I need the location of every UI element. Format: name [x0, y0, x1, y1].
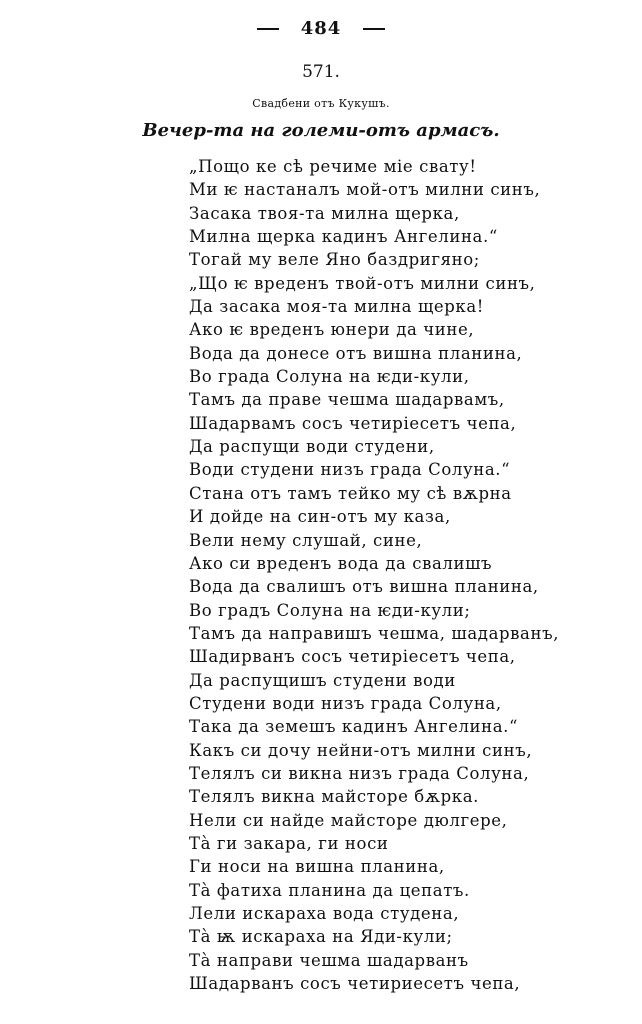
poem-line: Студени води низъ града Солуна,: [189, 693, 502, 713]
poem-line: Води студени низъ града Солуна.“: [189, 460, 511, 480]
poem-line: Да распущишъ студени води: [189, 670, 456, 690]
poem-line: „Пощо ке сѣ речиме міе свату!: [189, 157, 477, 176]
poem-line: Тà ги закара, ги носи: [189, 833, 389, 853]
song-source: Свадбени отъ Кукушъ.: [252, 97, 390, 110]
poem-line: Тà фатиха планина да цепатъ.: [189, 880, 470, 900]
page-number: 484: [300, 18, 342, 39]
poem-line: И дойде на син-отъ му каза,: [189, 507, 451, 527]
poem-line: Стана отъ тамъ тейко му сѣ вѫрна: [189, 483, 512, 503]
poem-line: Ако си вреденъ вода да свалишъ: [189, 553, 493, 573]
poem-line: Во града Солуна на ѥди-кули,: [189, 367, 470, 387]
poem-line: Тамъ да направишъ чешма, шадарванъ,: [189, 623, 560, 643]
poem-line: Ми ѥ настаналъ мой-отъ милни синъ,: [189, 180, 541, 200]
poem-line: Тà ѭ искараха на Яди-кули;: [189, 927, 453, 947]
poem-line: Да распущи води студени,: [189, 437, 435, 457]
poem-line: Тà направи чешма шадарванъ: [189, 950, 469, 970]
poem-line: Вели нему слушай, сине,: [189, 530, 423, 550]
page-header: [0, 18, 642, 39]
poem-line: Така да земешъ кадинъ Ангелина.“: [189, 717, 519, 737]
poem-line: Нели си найде майсторе дюлгере,: [189, 810, 508, 830]
poem-line: Тамъ да праве чешма шадарвамъ,: [189, 390, 505, 410]
poem-line: Засака твоя-та милна щерка,: [189, 203, 460, 223]
poem-line: Тогай му веле Яно баздригяно;: [189, 250, 480, 270]
poem-line: Шадирванъ сосъ четиріесетъ чепа,: [189, 647, 516, 667]
poem-line: Во градъ Солуна на ѥди-кули;: [189, 600, 471, 620]
poem-line: Лели искараха вода студена,: [189, 904, 460, 923]
song-title: Вечер-та на големи-отъ армасъ.: [142, 120, 500, 141]
poem-line: Вода да донесе отъ вишна планина,: [189, 343, 523, 363]
poem-line: Шадарванъ сосъ четириесетъ чепа,: [189, 974, 521, 994]
poem-line: Ако ѥ вреденъ юнери да чине,: [189, 320, 475, 340]
poem-line: Милна щерка кадинъ Ангелина.“: [189, 227, 498, 247]
poem-line: „Що ѥ вреденъ твой-отъ милни синъ,: [189, 273, 536, 293]
header-dash-left: [257, 28, 279, 30]
header-dash-right: [363, 28, 385, 30]
poem-line: Телялъ викна майсторе бѫрка.: [189, 787, 479, 807]
poem-verse: [189, 155, 629, 995]
poem-line: Да засака моя-та милна щерка!: [189, 297, 485, 317]
poem-line: Телялъ си викна низъ града Солуна,: [189, 763, 530, 783]
poem-line: Вода да свалишъ отъ вишна планина,: [189, 577, 539, 597]
song-number: 571.: [302, 62, 340, 82]
poem-line: Шадарвамъ сосъ четиріесетъ чепа,: [189, 413, 517, 433]
poem-line: Ги носи на вишна планина,: [189, 857, 445, 877]
poem-line: Какъ си дочу нейни-отъ милни синъ,: [189, 740, 533, 760]
